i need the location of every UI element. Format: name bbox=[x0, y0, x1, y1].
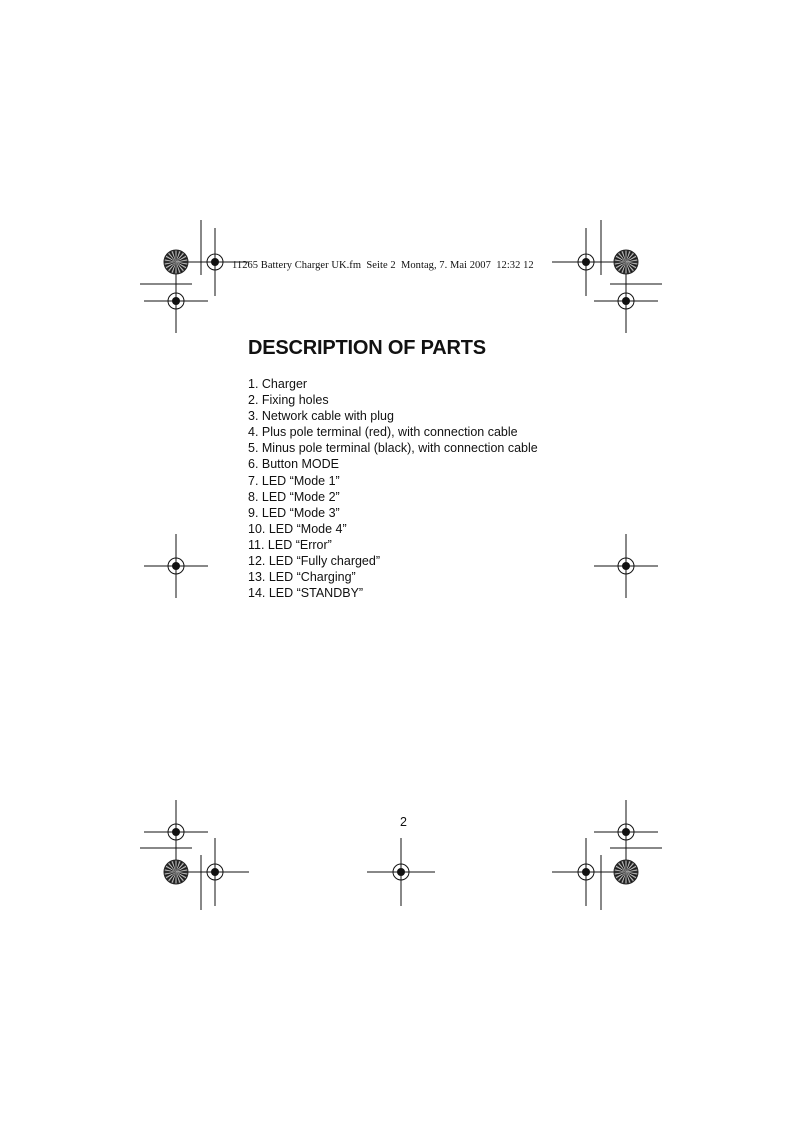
color-target-mark bbox=[164, 860, 188, 884]
list-item: 2. Fixing holes bbox=[248, 393, 329, 408]
registration-mark bbox=[594, 800, 658, 864]
registration-mark bbox=[552, 228, 620, 296]
registration-mark bbox=[594, 534, 658, 598]
list-item: 4. Plus pole terminal (red), with connection cable bbox=[248, 425, 518, 440]
color-target-mark bbox=[164, 250, 188, 274]
color-target-mark bbox=[614, 860, 638, 884]
list-item: 3. Network cable with plug bbox=[248, 409, 394, 424]
list-item: 6. Button MODE bbox=[248, 457, 340, 472]
parts-list bbox=[248, 376, 538, 601]
registration-mark bbox=[144, 269, 208, 333]
registration-mark bbox=[144, 800, 208, 864]
color-target-mark bbox=[614, 250, 638, 274]
registration-mark bbox=[144, 534, 208, 598]
page-number: 2 bbox=[400, 815, 407, 829]
section-title: DESCRIPTION OF PARTS bbox=[248, 337, 486, 359]
file-slug: 11265 Battery Charger UK.fm Seite 2 Montag, 7. Mai 2007 12:32 12 bbox=[232, 260, 534, 271]
list-item: 12. LED “Fully charged” bbox=[248, 554, 381, 569]
registration-mark bbox=[594, 269, 658, 333]
registration-mark bbox=[552, 838, 620, 906]
list-item: 11. LED “Error” bbox=[248, 537, 332, 552]
list-item: 7. LED “Mode 1” bbox=[248, 473, 340, 488]
list-item: 1. Charger bbox=[248, 377, 308, 391]
list-item: 14. LED “STANDBY” bbox=[248, 586, 364, 601]
list-item: 13. LED “Charging” bbox=[248, 570, 356, 585]
list-item: 10. LED “Mode 4” bbox=[248, 521, 347, 536]
list-item: 9. LED “Mode 3” bbox=[248, 505, 340, 520]
registration-mark bbox=[367, 838, 435, 906]
list-item: 8. LED “Mode 2” bbox=[248, 489, 340, 504]
list-item: 5. Minus pole terminal (black), with connection cable bbox=[248, 441, 538, 456]
